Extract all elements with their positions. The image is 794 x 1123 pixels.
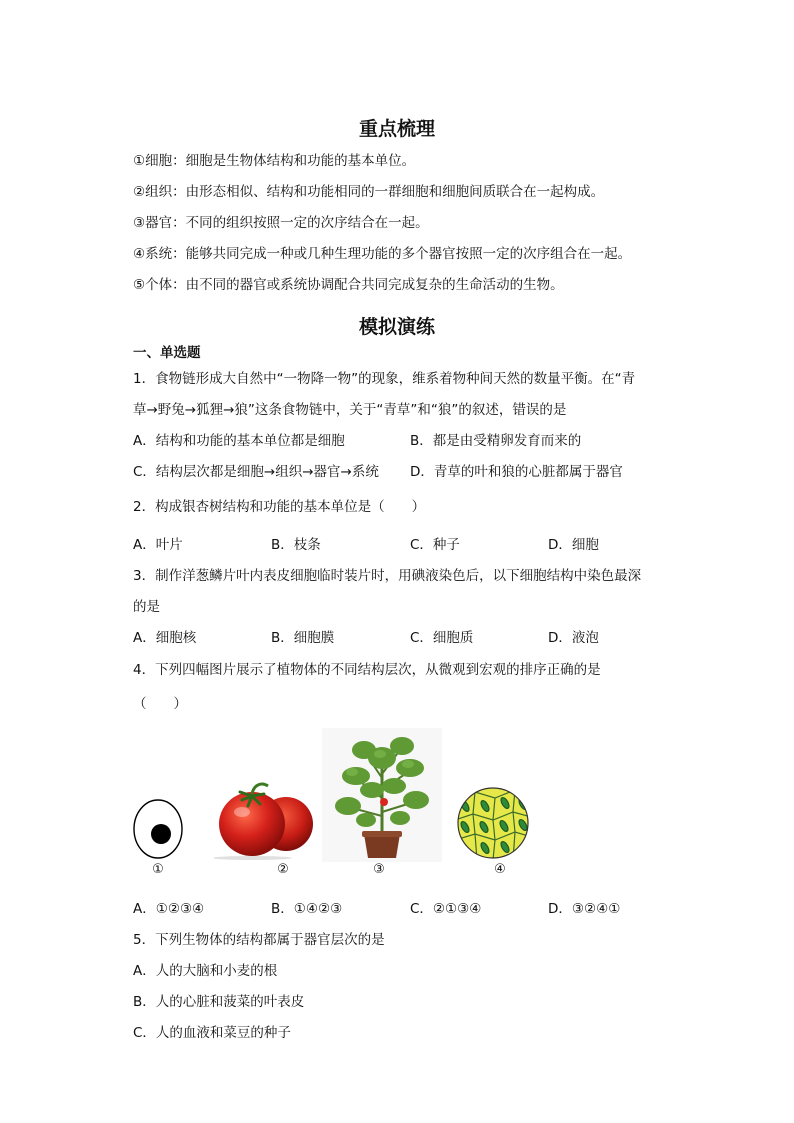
figure-label-4: ④ [494,862,506,877]
q1-option-d[interactable]: D．青草的叶和狼的心脏都属于器官 [410,464,623,480]
point-cell: ①细胞：细胞是生物体结构和功能的基本单位。 [133,153,416,169]
q5-option-b[interactable]: B．人的心脏和菠菜的叶表皮 [133,994,305,1010]
q4-option-b[interactable]: B．①④②③ [271,901,343,917]
q3-stem-line1: 3．制作洋葱鳞片叶内表皮细胞临时装片时，用碘液染色后，以下细胞结构中染色最深 [133,568,642,584]
q1-option-b[interactable]: B．都是由受精卵发育而来的 [410,433,582,449]
q2-option-c[interactable]: C．种子 [410,537,460,553]
tomato-fruit-figure [214,780,316,860]
q3-option-a[interactable]: A．细胞核 [133,630,197,646]
tomato-plant-figure [322,728,442,862]
q5-option-c[interactable]: C．人的血液和菜豆的种子 [133,1025,291,1041]
q3-option-b[interactable]: B．细胞膜 [271,630,335,646]
q4-stem-line2: （ ） [133,696,187,712]
q1-stem-line1: 1．食物链形成大自然中“一物降一物”的现象，维系着物种间天然的数量平衡。在“青 [133,371,636,387]
q2-option-d[interactable]: D．细胞 [548,537,599,553]
point-system: ④系统：能够共同完成一种或几种生理功能的多个器官按照一定的次序组合在一起。 [133,246,632,262]
q4-option-a[interactable]: A．①②③④ [133,901,205,917]
point-tissue: ②组织：由形态相似、结构和功能相同的一群细胞和细胞间质联合在一起构成。 [133,184,605,200]
q1-option-c[interactable]: C．结构层次都是细胞→组织→器官→系统 [133,464,379,480]
section-heading: 一、单选题 [133,345,201,361]
q2-stem: 2．构成银杏树结构和功能的基本单位是（ ） [133,499,426,515]
q4-stem-line1: 4．下列四幅图片展示了植物体的不同结构层次，从微观到宏观的排序正确的是 [133,662,601,678]
figure-label-1: ① [152,862,164,877]
heading-practice: 模拟演练 [358,316,435,338]
q4-option-c[interactable]: C．②①③④ [410,901,482,917]
q4-option-d[interactable]: D．③②④① [548,901,621,917]
point-organ: ③器官：不同的组织按照一定的次序结合在一起。 [133,215,429,231]
figure-label-3: ③ [373,862,385,877]
q5-option-a[interactable]: A．人的大脑和小麦的根 [133,963,278,979]
heading-key-points: 重点梳理 [358,118,435,140]
q2-option-a[interactable]: A．叶片 [133,537,183,553]
q1-option-a[interactable]: A．结构和功能的基本单位都是细胞 [133,433,345,449]
q3-stem-line2: 的是 [133,599,160,615]
q3-option-c[interactable]: C．细胞质 [410,630,474,646]
q2-option-b[interactable]: B．枝条 [271,537,321,553]
figure-label-2: ② [277,862,289,877]
q1-stem-line2: 草→野兔→狐狸→狼”这条食物链中，关于“青草”和“狼”的叙述，错误的是 [133,402,567,418]
q3-option-d[interactable]: D．液泡 [548,630,599,646]
cell-figure [130,798,186,860]
leaf-tissue-figure [455,786,531,860]
q5-stem: 5．下列生物体的结构都属于器官层次的是 [133,932,385,948]
point-individual: ⑤个体：由不同的器官或系统协调配合共同完成复杂的生命活动的生物。 [133,277,564,293]
